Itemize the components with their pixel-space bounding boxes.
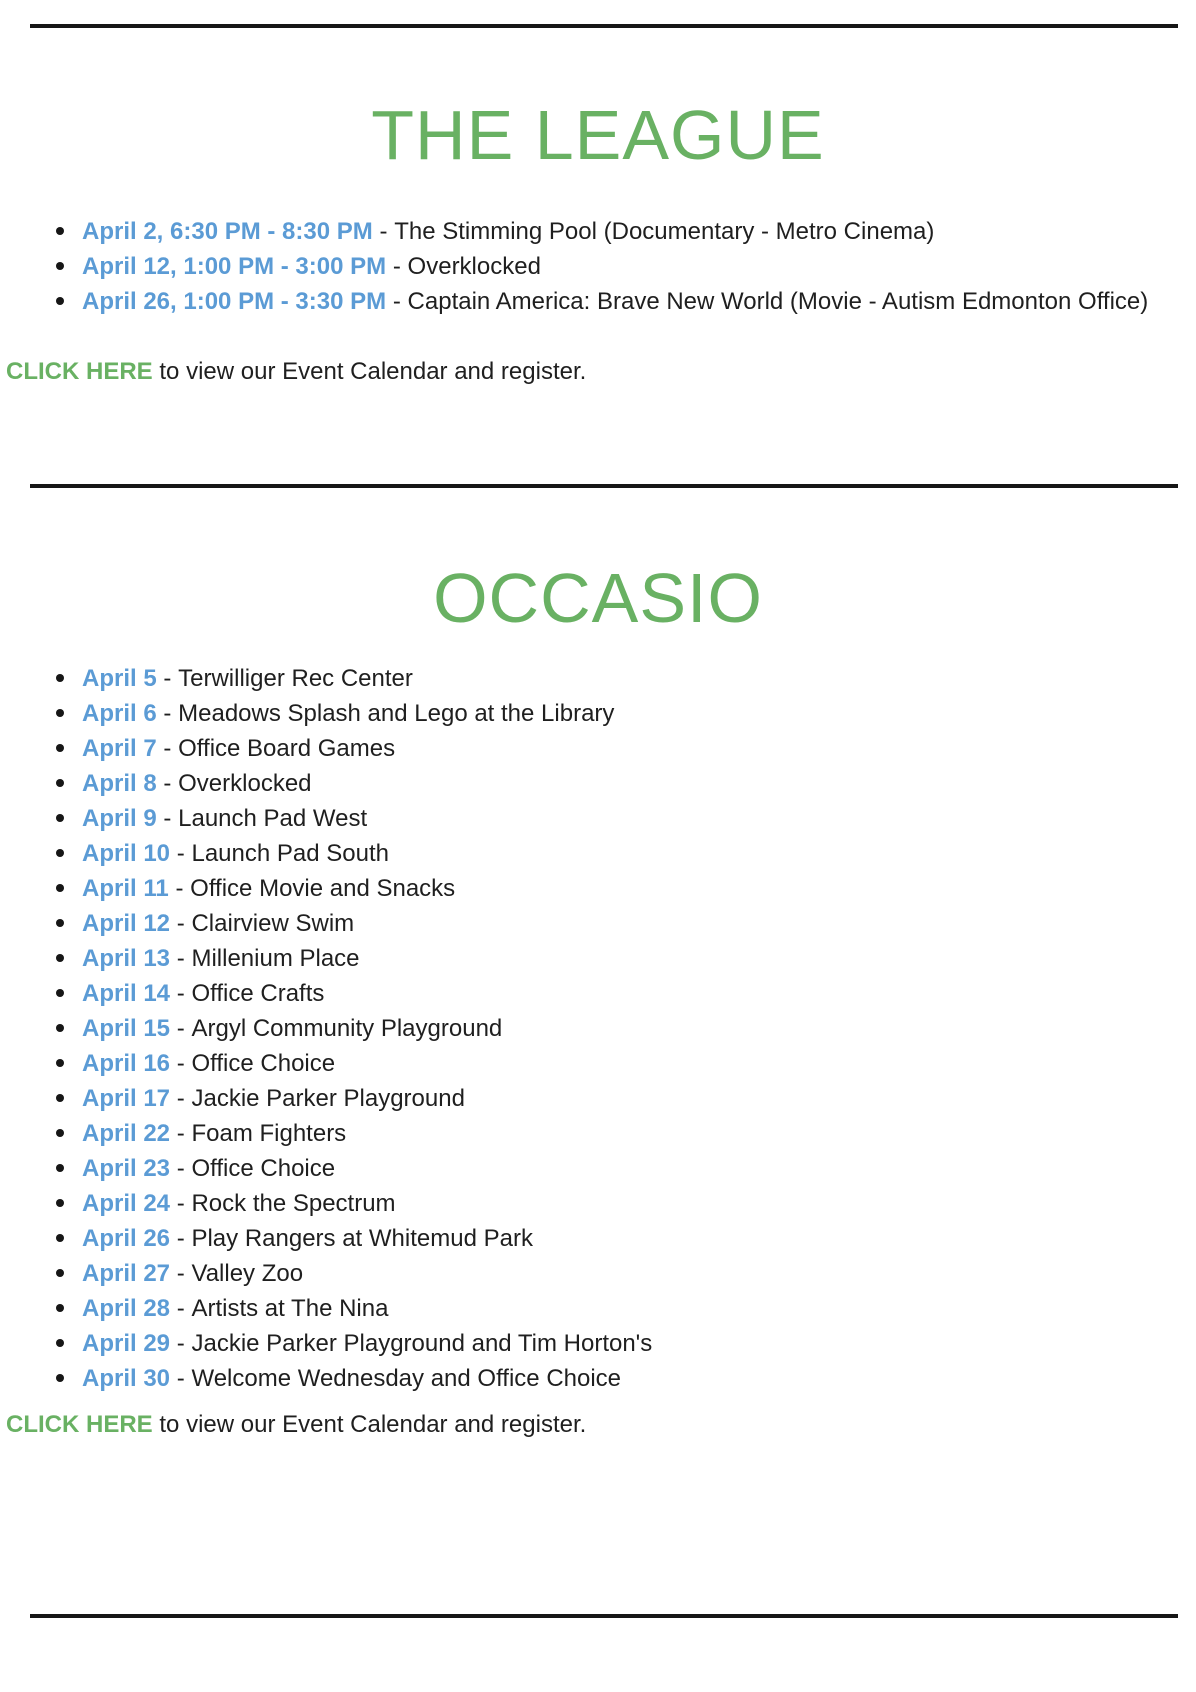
calendar-cta — [0, 355, 1196, 389]
event-date-link[interactable]: April 13 — [82, 945, 171, 972]
occasio-event-list — [0, 661, 1196, 1396]
event-separator: - — [392, 253, 401, 280]
section-divider — [30, 1614, 1178, 1618]
event-separator: - — [176, 1225, 185, 1252]
event-separator: - — [176, 980, 185, 1007]
event-item — [0, 1081, 1182, 1116]
event-separator: - — [176, 1050, 185, 1077]
event-date-link[interactable]: April 28 — [82, 1295, 171, 1322]
event-date-link[interactable]: April 27 — [82, 1260, 171, 1287]
event-separator: - — [176, 910, 185, 937]
event-separator: - — [163, 770, 172, 797]
event-separator: - — [176, 1155, 185, 1182]
event-date-link[interactable]: April 11 — [82, 875, 169, 902]
click-here-link[interactable]: CLICK HERE — [6, 358, 153, 385]
event-date-link[interactable]: April 22 — [82, 1120, 171, 1147]
event-item — [0, 1046, 1182, 1081]
event-description: Office Crafts — [191, 980, 325, 1007]
event-separator: - — [176, 1190, 185, 1217]
event-item — [0, 1151, 1182, 1186]
event-description: Valley Zoo — [191, 1260, 304, 1287]
event-separator: - — [175, 875, 184, 902]
event-item — [0, 1116, 1182, 1151]
event-separator: - — [392, 288, 401, 315]
event-separator: - — [176, 840, 185, 867]
event-separator: - — [176, 1015, 185, 1042]
calendar-cta — [0, 1408, 1196, 1442]
event-separator: - — [176, 1260, 185, 1287]
event-date-link[interactable]: April 14 — [82, 980, 171, 1007]
event-description: Terwilliger Rec Center — [178, 665, 413, 692]
event-description: Office Board Games — [178, 735, 396, 762]
event-description: The Stimming Pool (Documentary - Metro Cinema) — [394, 218, 935, 245]
event-date-link[interactable]: April 26, 1:00 PM - 3:30 PM — [82, 288, 387, 315]
event-item — [0, 976, 1182, 1011]
event-item — [0, 249, 1182, 284]
event-separator: - — [176, 945, 185, 972]
event-item — [0, 731, 1182, 766]
event-separator: - — [163, 665, 172, 692]
event-item — [0, 766, 1182, 801]
event-item — [0, 906, 1182, 941]
cta-text: to view our Event Calendar and register. — [159, 1411, 587, 1438]
event-description: Welcome Wednesday and Office Choice — [191, 1365, 622, 1392]
newsletter-page — [0, 24, 1196, 1692]
event-date-link[interactable]: April 9 — [82, 805, 157, 832]
event-item — [0, 801, 1182, 836]
event-description: Foam Fighters — [191, 1120, 347, 1147]
event-date-link[interactable]: April 23 — [82, 1155, 171, 1182]
event-date-link[interactable]: April 15 — [82, 1015, 171, 1042]
event-item — [0, 284, 1182, 319]
event-description: Argyl Community Playground — [191, 1015, 503, 1042]
event-item — [0, 836, 1182, 871]
event-separator: - — [176, 1085, 185, 1112]
event-separator: - — [176, 1120, 185, 1147]
section-divider — [30, 24, 1178, 28]
section-divider — [30, 484, 1178, 488]
event-separator: - — [163, 735, 172, 762]
event-date-link[interactable]: April 6 — [82, 700, 157, 727]
event-description: Launch Pad South — [191, 840, 389, 867]
event-date-link[interactable]: April 8 — [82, 770, 157, 797]
event-description: Overklocked — [407, 253, 541, 280]
event-date-link[interactable]: April 5 — [82, 665, 157, 692]
section-title-occasio: OCCASIO — [433, 559, 763, 637]
event-description: Office Choice — [191, 1155, 336, 1182]
event-item — [0, 871, 1182, 906]
event-date-link[interactable]: April 17 — [82, 1085, 171, 1112]
section-title-the-league: THE LEAGUE — [371, 96, 825, 174]
event-description: Millenium Place — [191, 945, 360, 972]
event-item — [0, 1326, 1182, 1361]
event-date-link[interactable]: April 29 — [82, 1330, 171, 1357]
event-separator: - — [163, 805, 172, 832]
event-description: Office Choice — [191, 1050, 336, 1077]
event-item — [0, 1361, 1182, 1396]
event-date-link[interactable]: April 2, 6:30 PM - 8:30 PM — [82, 218, 373, 245]
event-separator: - — [176, 1365, 185, 1392]
event-item — [0, 696, 1182, 731]
event-date-link[interactable]: April 7 — [82, 735, 157, 762]
event-description: Artists at The Nina — [191, 1295, 389, 1322]
event-item — [0, 1186, 1182, 1221]
event-description: Play Rangers at Whitemud Park — [191, 1225, 533, 1252]
event-date-link[interactable]: April 26 — [82, 1225, 171, 1252]
event-description: Captain America: Brave New World (Movie - Autism Edmonton Office) — [407, 288, 1149, 315]
event-date-link[interactable]: April 24 — [82, 1190, 171, 1217]
event-separator: - — [379, 218, 388, 245]
event-item — [0, 1291, 1182, 1326]
cta-text: to view our Event Calendar and register. — [159, 358, 587, 385]
event-separator: - — [176, 1330, 185, 1357]
event-date-link[interactable]: April 10 — [82, 840, 171, 867]
event-date-link[interactable]: April 30 — [82, 1365, 171, 1392]
event-item — [0, 1221, 1182, 1256]
event-item — [0, 661, 1182, 696]
event-separator: - — [176, 1295, 185, 1322]
event-description: Office Movie and Snacks — [190, 875, 456, 902]
event-date-link[interactable]: April 16 — [82, 1050, 171, 1077]
event-item — [0, 214, 1182, 249]
event-description: Jackie Parker Playground — [191, 1085, 465, 1112]
event-description: Clairview Swim — [191, 910, 355, 937]
event-description: Overklocked — [178, 770, 312, 797]
event-description: Launch Pad West — [178, 805, 368, 832]
event-separator: - — [163, 700, 172, 727]
click-here-link[interactable]: CLICK HERE — [6, 1411, 153, 1438]
event-date-link[interactable]: April 12 — [82, 910, 171, 937]
event-description: Rock the Spectrum — [191, 1190, 396, 1217]
event-description: Meadows Splash and Lego at the Library — [178, 700, 615, 727]
event-description: Jackie Parker Playground and Tim Horton's — [191, 1330, 653, 1357]
event-item — [0, 1256, 1182, 1291]
event-item — [0, 1011, 1182, 1046]
league-event-list — [0, 214, 1196, 319]
event-date-link[interactable]: April 12, 1:00 PM - 3:00 PM — [82, 253, 387, 280]
event-item — [0, 941, 1182, 976]
